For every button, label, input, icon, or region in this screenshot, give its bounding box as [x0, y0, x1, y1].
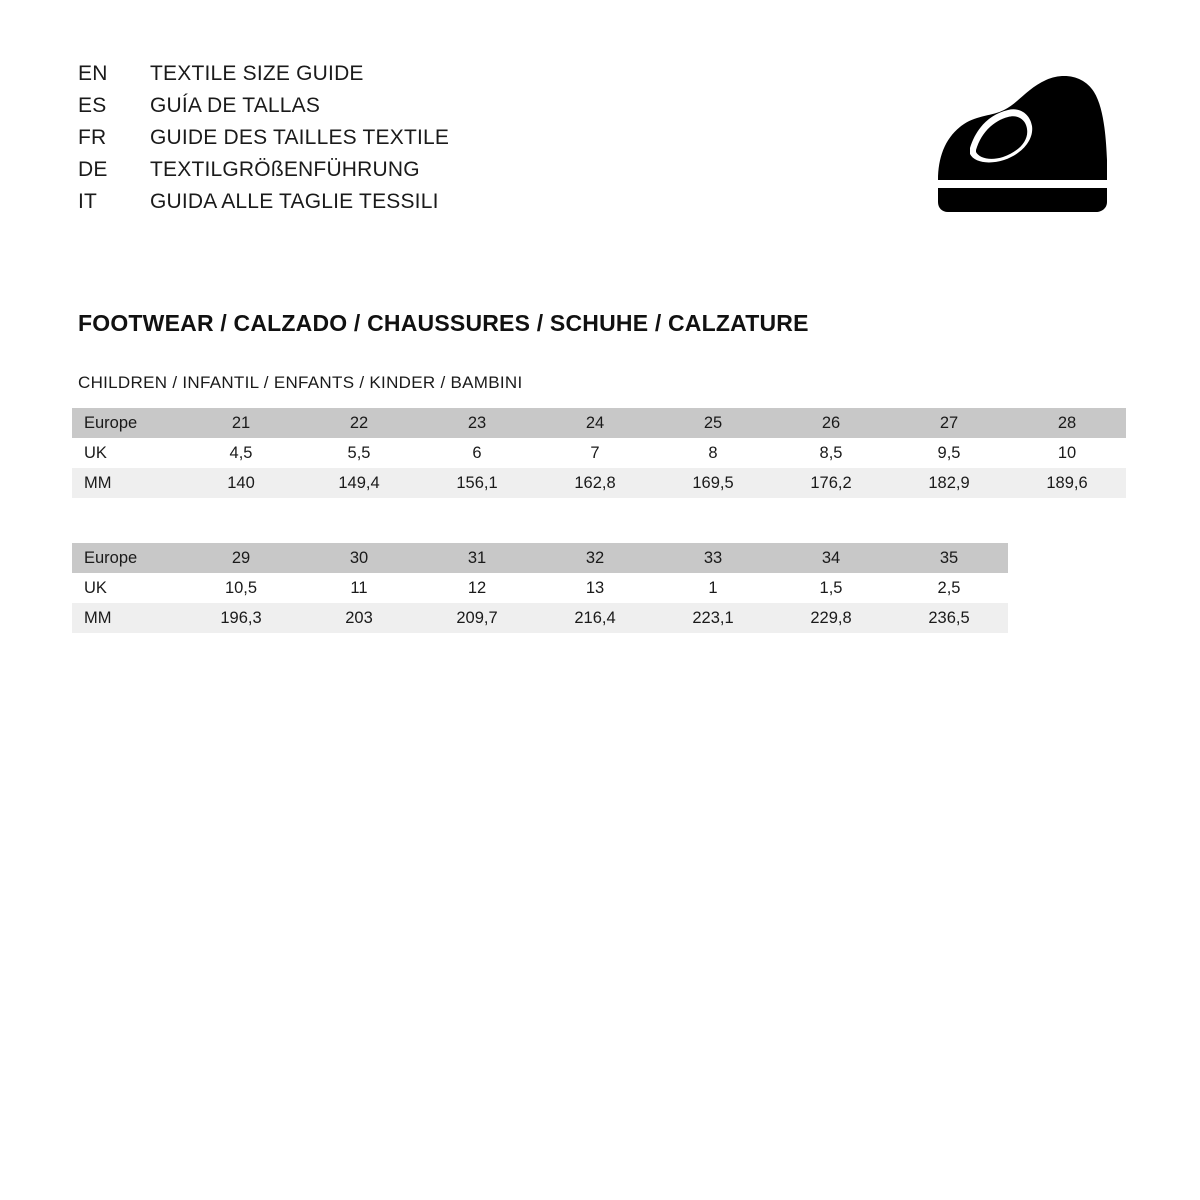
table-cell: 25 — [654, 408, 772, 438]
section-subtitle: CHILDREN / INFANTIL / ENFANTS / KINDER / BAMBINI — [78, 373, 523, 392]
table-cell: 10,5 — [182, 573, 300, 603]
table-cell: 35 — [890, 543, 1008, 573]
table-cell: 203 — [300, 603, 418, 633]
table-cell: 24 — [536, 408, 654, 438]
row-label: MM — [72, 468, 182, 498]
table-row — [72, 468, 1126, 498]
table-cell: 29 — [182, 543, 300, 573]
language-title: GUIDA ALLE TAGLIE TESSILI — [150, 190, 439, 213]
size-table-children-1 — [72, 408, 1126, 498]
table-cell: 8 — [654, 438, 772, 468]
table-cell: 209,7 — [418, 603, 536, 633]
language-code: FR — [78, 126, 107, 149]
table-cell: 30 — [300, 543, 418, 573]
row-label: MM — [72, 603, 182, 633]
table-cell-empty — [1008, 603, 1126, 633]
table-cell: 149,4 — [300, 468, 418, 498]
table-row — [72, 408, 1126, 438]
table-cell: 223,1 — [654, 603, 772, 633]
table-cell: 27 — [890, 408, 1008, 438]
table-cell: 28 — [1008, 408, 1126, 438]
table-cell: 7 — [536, 438, 654, 468]
table-cell: 1,5 — [772, 573, 890, 603]
table-cell: 26 — [772, 408, 890, 438]
table-cell: 9,5 — [890, 438, 1008, 468]
table-cell: 12 — [418, 573, 536, 603]
table-cell: 32 — [536, 543, 654, 573]
table-cell: 23 — [418, 408, 536, 438]
table-cell: 11 — [300, 573, 418, 603]
language-code: IT — [78, 190, 98, 213]
table-cell: 13 — [536, 573, 654, 603]
language-title: GUIDE DES TAILLES TEXTILE — [150, 126, 450, 149]
row-label: UK — [72, 438, 182, 468]
table-cell: 10 — [1008, 438, 1126, 468]
table-cell: 229,8 — [772, 603, 890, 633]
language-code: EN — [78, 62, 108, 85]
table-row — [72, 543, 1126, 573]
table-row — [72, 603, 1126, 633]
table-cell: 22 — [300, 408, 418, 438]
table-cell: 4,5 — [182, 438, 300, 468]
table-cell-empty — [1008, 543, 1126, 573]
language-title: TEXTILE SIZE GUIDE — [150, 62, 364, 85]
table-cell: 216,4 — [536, 603, 654, 633]
table-cell: 33 — [654, 543, 772, 573]
table-cell: 21 — [182, 408, 300, 438]
table-row — [72, 573, 1126, 603]
table-cell: 196,3 — [182, 603, 300, 633]
row-label: Europe — [72, 408, 182, 438]
language-code: DE — [78, 158, 108, 181]
table-cell: 156,1 — [418, 468, 536, 498]
language-code: ES — [78, 94, 107, 117]
table-cell-empty — [1008, 573, 1126, 603]
table-cell: 34 — [772, 543, 890, 573]
row-label: UK — [72, 573, 182, 603]
table-cell: 31 — [418, 543, 536, 573]
language-title: GUÍA DE TALLAS — [150, 94, 321, 117]
table-cell: 5,5 — [300, 438, 418, 468]
table-cell: 6 — [418, 438, 536, 468]
table-cell: 176,2 — [772, 468, 890, 498]
table-row — [72, 438, 1126, 468]
table-cell: 236,5 — [890, 603, 1008, 633]
table-cell: 140 — [182, 468, 300, 498]
table-cell: 169,5 — [654, 468, 772, 498]
size-table-children-2 — [72, 543, 1126, 633]
table-cell: 189,6 — [1008, 468, 1126, 498]
shoe-icon — [908, 68, 1128, 228]
table-cell: 8,5 — [772, 438, 890, 468]
table-cell: 1 — [654, 573, 772, 603]
row-label: Europe — [72, 543, 182, 573]
table-cell: 182,9 — [890, 468, 1008, 498]
language-title: TEXTILGRÖßENFÜHRUNG — [150, 158, 420, 181]
table-cell: 2,5 — [890, 573, 1008, 603]
table-cell: 162,8 — [536, 468, 654, 498]
section-title: FOOTWEAR / CALZADO / CHAUSSURES / SCHUHE / CALZATURE — [78, 310, 809, 336]
